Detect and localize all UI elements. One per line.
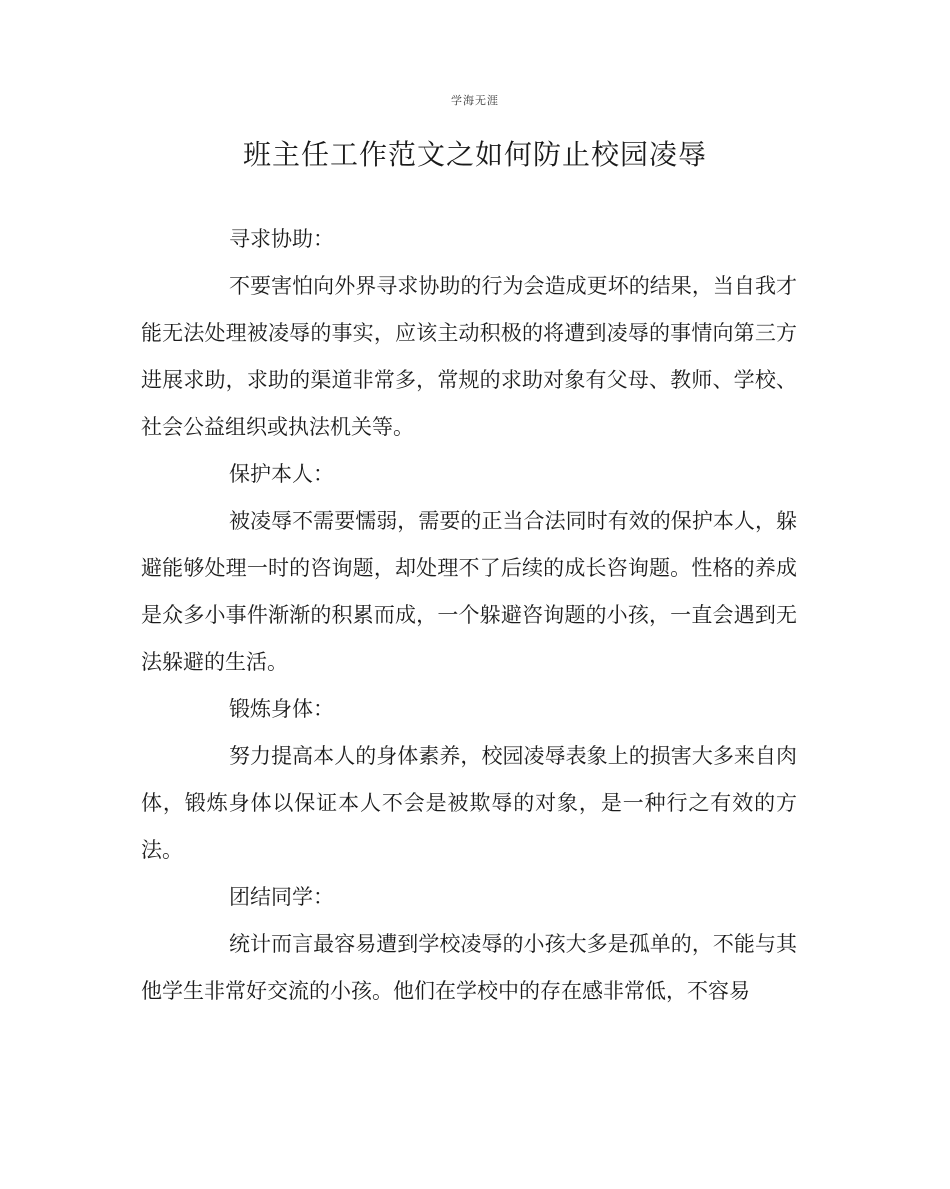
paragraph: 努力提高本人的身体素养，校园凌辱表象上的损害大多来自肉体，锻炼身体以保证本人不会是被欺辱的对象，是一种行之有效的方法。 (141, 744, 797, 862)
section-heading-unite-classmates: 团结同学： (229, 885, 334, 909)
document-body (141, 216, 797, 1015)
section-heading-protect-self: 保护本人： (229, 462, 334, 486)
paragraph: 统计而言最容易遭到学校凌辱的小孩大多是孤单的，不能与其他学生非常好交流的小孩。他们在学校中的存在感非常低，不容易 (141, 932, 797, 1003)
running-header: 学海无涯 (451, 94, 499, 107)
section-heading-seek-help: 寻求协助： (229, 227, 334, 251)
paragraph: 被凌辱不需要懦弱，需要的正当合法同时有效的保护本人，躲避能够处理一时的咨询题，却处理不了后续的成长咨询题。性格的养成是众多小事件渐渐的积累而成，一个躲避咨询题的小孩，一直会遇到无法躲避的生活。 (141, 509, 797, 674)
document-title: 班主任工作范文之如何防止校园凌辱 (242, 138, 707, 171)
section-heading-exercise: 锻炼身体： (229, 697, 334, 721)
paragraph: 不要害怕向外界寻求协助的行为会造成更坏的结果，当自我才能无法处理被凌辱的事实，应该主动积极的将遭到凌辱的事情向第三方进展求助，求助的渠道非常多，常规的求助对象有父母、教师、学校、社会公益组织或执法机关等。 (141, 274, 797, 439)
